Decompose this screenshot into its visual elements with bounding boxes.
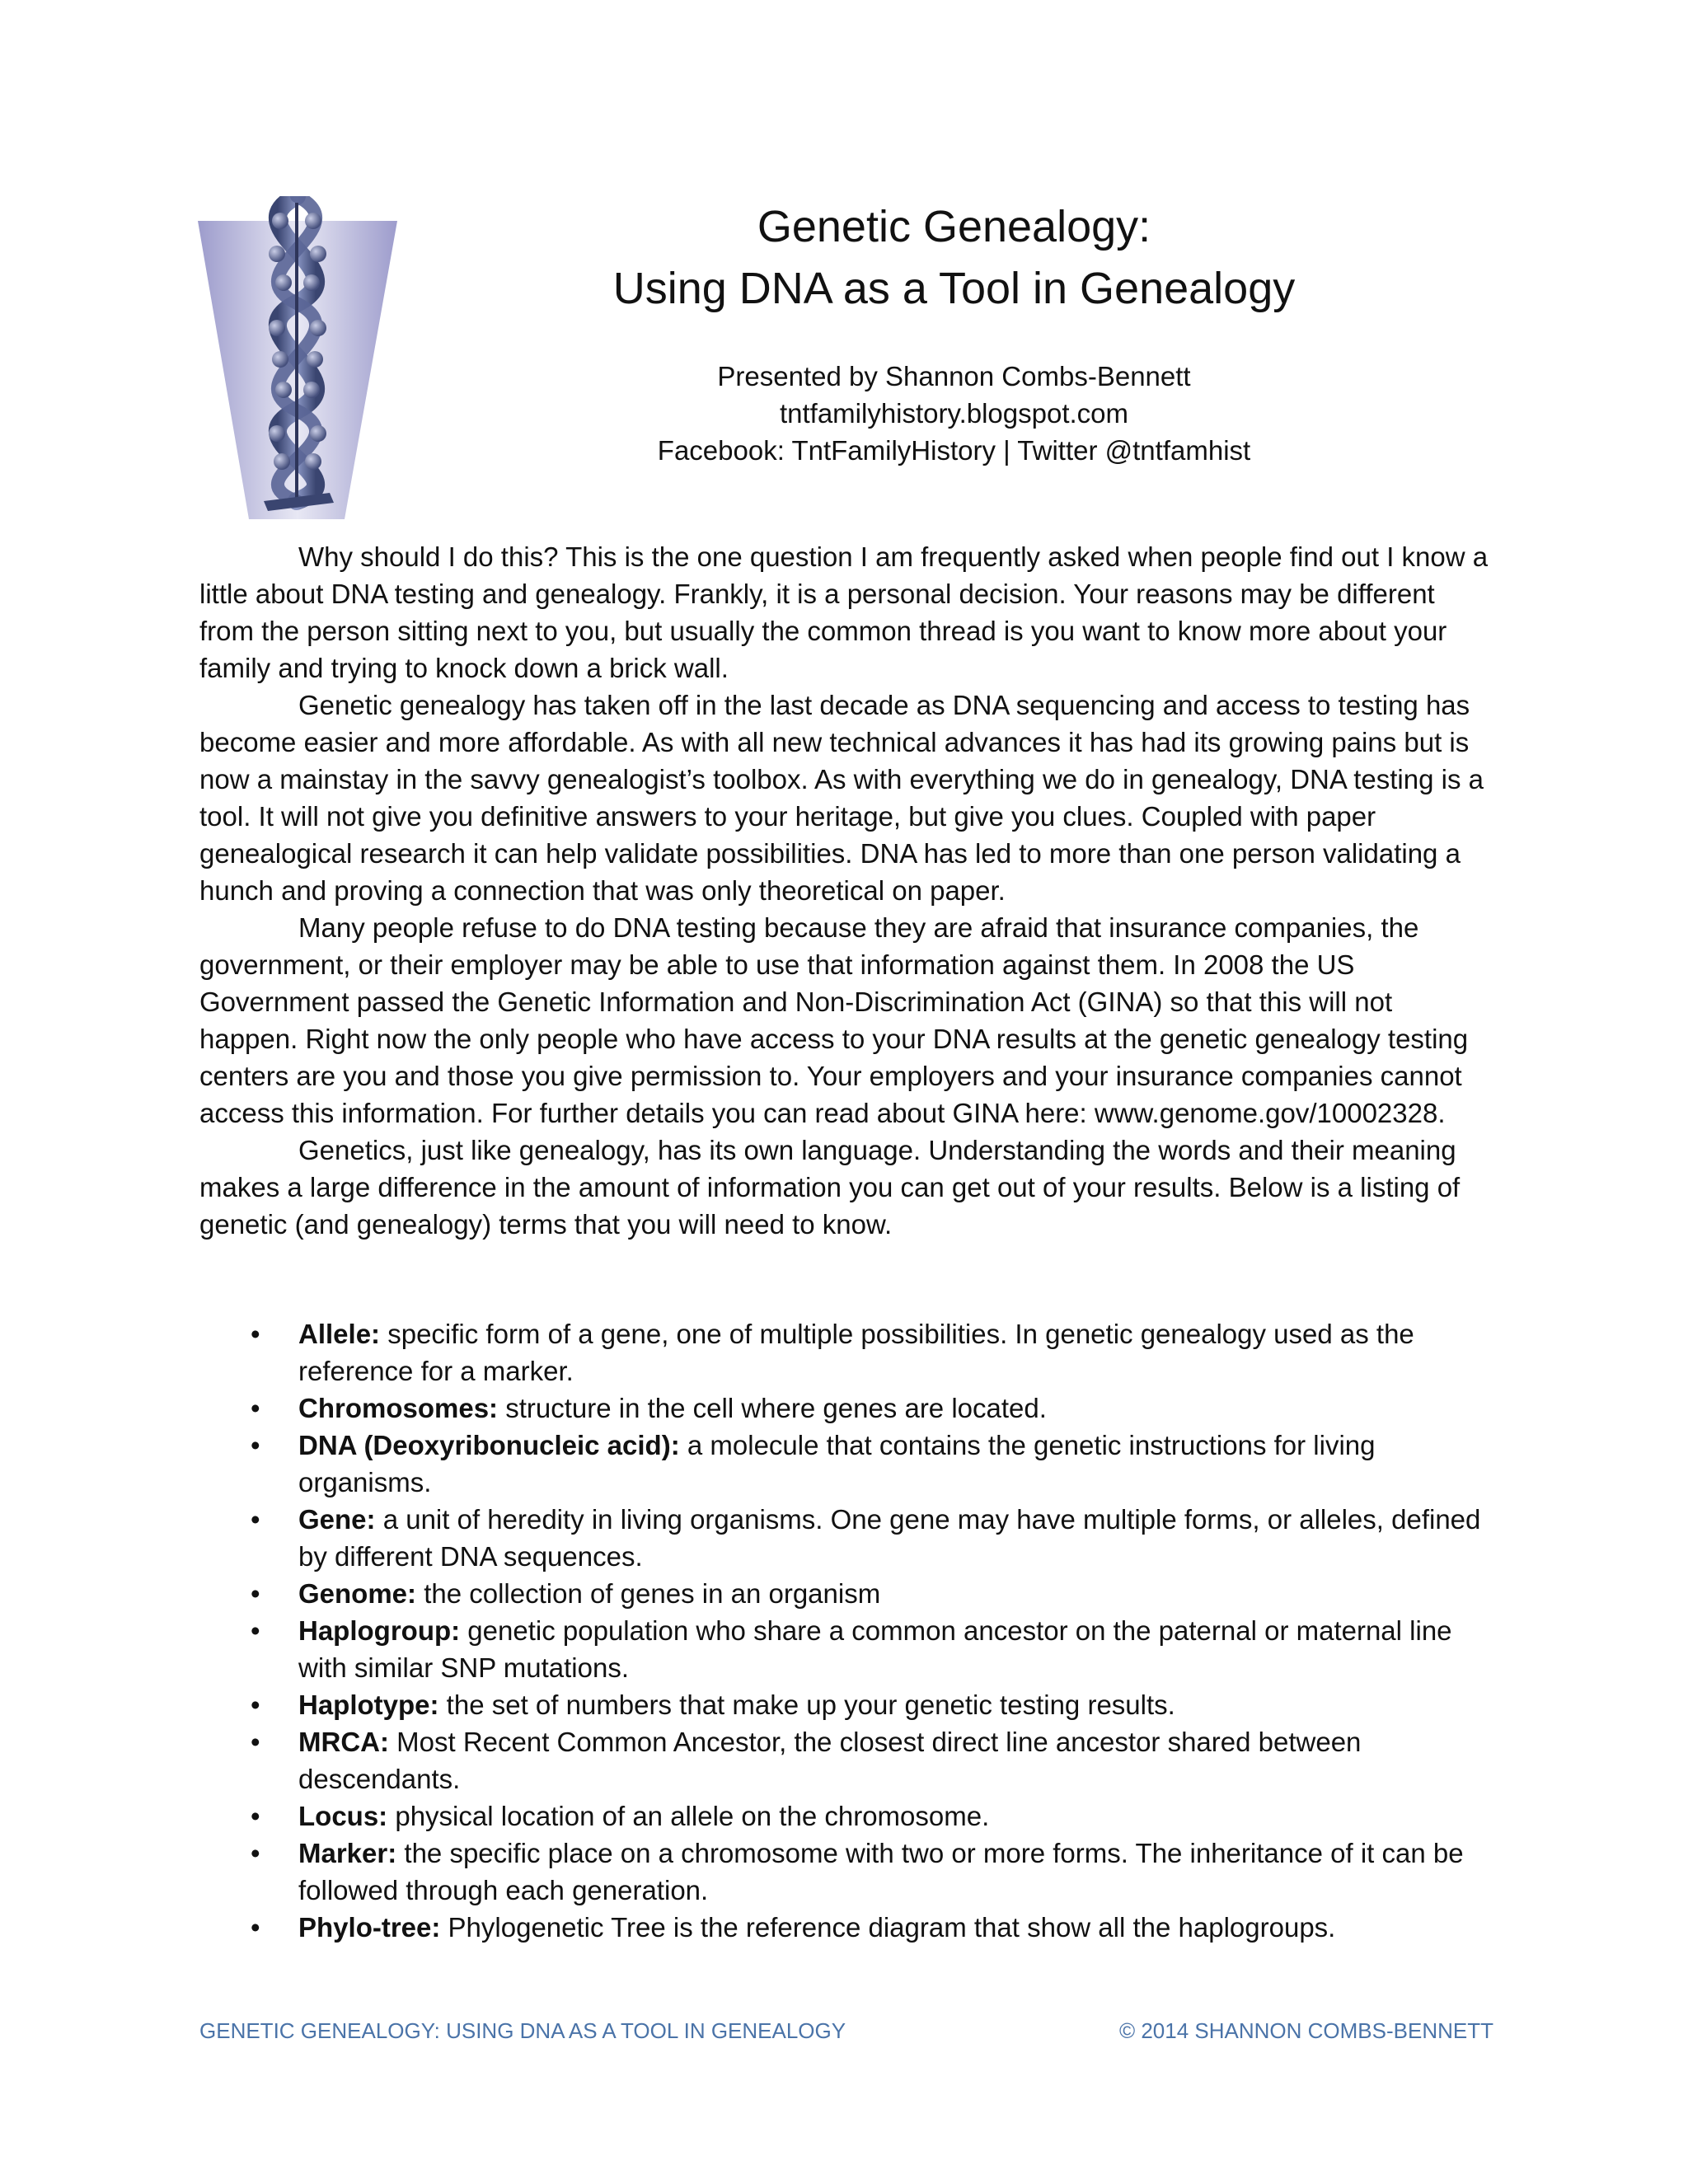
bullet-icon: • [251,1912,260,1943]
document-header [577,196,1331,469]
term-label: Allele: [298,1319,381,1349]
bullet-icon: • [251,1393,260,1423]
presenter-name: Presented by Shannon Combs-Bennett [717,361,1191,391]
list-item [199,1797,1493,1835]
bullet-icon: • [251,1801,260,1831]
footer-copyright: © 2014 SHANNON COMBS-BENNETT [1118,2018,1493,2043]
terms-list [199,1315,1493,1946]
term-label: MRCA: [298,1727,389,1757]
paragraph-1: Why should I do this? This is the one question I am frequently asked when people find out I know a little about DNA testing and genealogy. Frankly, it is a personal decision. Your reasons may be different from the person sitting next to you, but usually the common thread is you want to know more about your family and trying to knock down a brick wall. [199,541,1489,683]
paragraph-3: Many people refuse to do DNA testing because they are afraid that insurance companies, the government, or their employer may be able to use that information against them. In 2008 the US Government passed the Genetic Information and Non-Discrimination Act (GINA) so that this will not happen. Right now the only people who have access to your DNA results at the genetic genealogy testing centers are you and those you give permission to. Your employers and your insurance companies cannot access this information. For further details you can read about GINA here: www.genome.gov/10002328. [199,912,1469,1128]
blog-address: tntfamilyhistory.blogspot.com [779,398,1129,429]
term-label: Marker: [298,1838,397,1868]
list-item [199,1612,1493,1686]
bullet-icon: • [251,1690,260,1720]
term-definition: the specific place on a chromosome with two or more forms. The inheritance of it can be followed through each generation. [298,1838,1464,1905]
footer-title: GENETIC GENEALOGY: USING DNA AS A TOOL IN GENEALOGY [199,2018,846,2043]
term-label: Chromosomes: [298,1393,499,1423]
term-definition: a unit of heredity in living organisms. One gene may have multiple forms, or alleles, defined by different DNA sequences. [298,1504,1481,1572]
bullet-icon: • [251,1838,260,1868]
bullet-icon: • [251,1319,260,1349]
term-label: Genome: [298,1578,417,1609]
list-item [199,1686,1493,1723]
list-item [199,1315,1493,1390]
term-definition: the set of numbers that make up your genetic testing results. [438,1690,1175,1720]
body-text [199,538,1493,1243]
list-item [199,1723,1493,1797]
bullet-icon: • [251,1578,260,1609]
bullet-icon: • [251,1727,260,1757]
term-definition: Most Recent Common Ancestor, the closest direct line ancestor shared between descendants. [298,1727,1362,1794]
title-line-1: Genetic Genealogy: [757,202,1151,251]
term-definition: Phylogenetic Tree is the reference diagram that show all the haplogroups. [440,1912,1336,1943]
bullet-icon: • [251,1504,260,1535]
page-footer [199,2018,1493,2044]
bullet-icon: • [251,1615,260,1646]
list-item [199,1390,1493,1427]
term-label: DNA (Deoxyribonucleic acid): [298,1430,680,1460]
presenter-block [577,358,1331,469]
paragraph-4: Genetics, just like genealogy, has its own language. Understanding the words and their meaning makes a large difference in the amount of information you can get out of your results. Below is a listing of genetic (and genealogy) terms that you will need to know. [199,1135,1461,1240]
term-definition: genetic population who share a common ancestor on the paternal or maternal line with similar SNP mutations. [298,1615,1452,1683]
term-label: Haplogroup: [298,1615,461,1646]
list-item [199,1835,1493,1909]
list-item [199,1501,1493,1575]
term-label: Locus: [298,1801,388,1831]
list-item [199,1909,1493,1946]
list-item [199,1575,1493,1612]
term-definition: physical location of an allele on the chromosome. [387,1801,990,1831]
term-definition: the collection of genes in an organism [416,1578,881,1609]
term-definition: a molecule that contains the genetic instructions for living organisms. [298,1430,1376,1497]
bullet-icon: • [251,1430,260,1460]
term-definition: specific form of a gene, one of multiple possibilities. In genetic genealogy used as the reference for a marker. [298,1319,1414,1386]
term-label: Phylo-tree: [298,1912,441,1943]
term-label: Haplotype: [298,1690,439,1720]
term-label: Gene: [298,1504,376,1535]
list-item [199,1427,1493,1501]
title-line-2: Using DNA as a Tool in Genealogy [612,264,1296,313]
paragraph-2: Genetic genealogy has taken off in the last decade as DNA sequencing and access to testing has become easier and more affordable. As with all new technical advances it has had its growing pains but is now a mainstay in the savvy genealogist’s toolbox. As with everything we do in genealogy, DNA testing is a tool. It will not give you definitive answers to your heritage, but give you clues. Coupled with paper genealogical research it can help validate possibilities. DNA has led to more than one person validating a hunch and proving a connection that was only theoretical on paper. [199,690,1484,906]
term-definition: structure in the cell where genes are located. [498,1393,1047,1423]
social-handles: Facebook: TntFamilyHistory | Twitter @tntfamhist [657,435,1251,466]
dna-helix-icon [198,196,397,519]
